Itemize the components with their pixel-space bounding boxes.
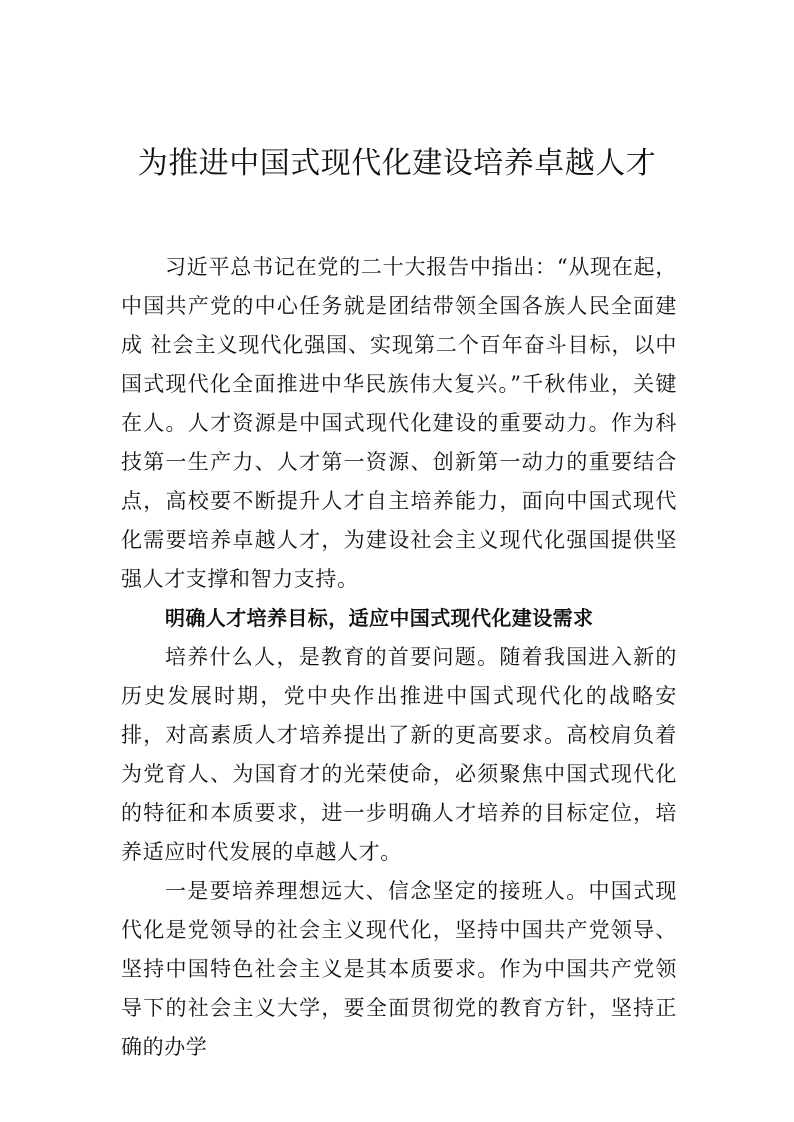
- section-paragraph: 培养什么人，是教育的首要问题。随着我国进入新的历史发展时期，党中央作出推进中国式现代化的战略安排，对高素质人才培养提出了新的更高要求。高校肩负着为党育人、为国育才的光荣使命，必须聚焦中国式现代化的特征和本质要求，进一步明确人才培养的目标定位，培养适应时代发展的卓越人才。: [121, 645, 677, 864]
- point-one-paragraph: 一是要培养理想远大、信念坚定的接班人。中国式现代化是党领导的社会主义现代化，坚持中国共产党领导、坚持中国特色社会主义是其本质要求。作为中国共产党领导下的社会主义大学，要全面贯彻党的教育方针，坚持正确的办学: [121, 879, 677, 1059]
- section-heading: 明确人才培养目标，适应中国式现代化建设需求: [165, 606, 594, 630]
- document-title: 为推进中国式现代化建设培养卓越人才: [137, 146, 657, 181]
- document-body: [121, 248, 677, 1067]
- intro-paragraph: 习近平总书记在党的二十大报告中指出：“从现在起，中国共产党的中心任务就是团结带领全国各族人民全面建成 社会主义现代化强国、实现第二个百年奋斗目标，以中国式现代化全面推进中华民族伟大复兴。”千秋伟业，关键在人。人才资源是中国式现代化建设的重要动力。作为科技第一生产力、人才第一资源、创新第一动力的重要结合点，高校要不断提升人才自主培养能力，面向中国式现代化需要培养卓越人才，为建设社会主义现代化强国提供坚强人才支撑和智力支持。: [121, 255, 677, 591]
